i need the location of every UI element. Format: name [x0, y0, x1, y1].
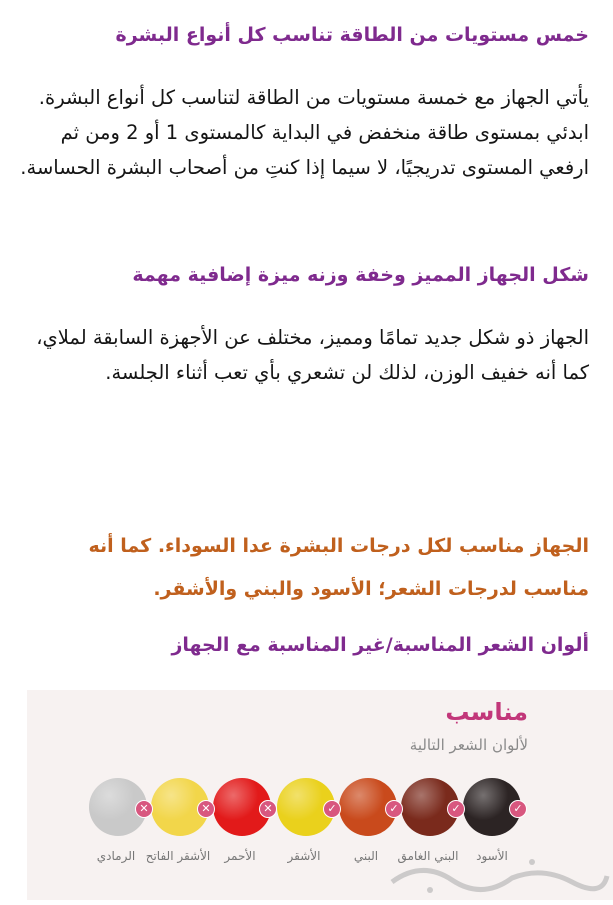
hair-color-label: الأشقر	[287, 849, 321, 863]
skin-tone-notice: الجهاز مناسب لكل درجات البشرة عدا السوداء. كما أنه مناسب لدرجات الشعر؛ الأسود والبني والأشقر.	[88, 535, 589, 600]
hair-color-label: الأحمر	[224, 849, 256, 863]
panel-title: مناسب	[445, 698, 528, 726]
checkmark-icon: ✓	[509, 800, 527, 818]
checkmark-icon: ✓	[447, 800, 465, 818]
site-watermark	[382, 852, 612, 896]
cross-icon: ✕	[259, 800, 277, 818]
hair-color-label: البني	[353, 849, 379, 863]
hair-color-label: الرمادي	[96, 849, 136, 863]
checkmark-icon: ✓	[385, 800, 403, 818]
panel-subtitle: لألوان الشعر التالية	[409, 736, 528, 754]
hair-color-label: البني الغامق	[397, 849, 459, 863]
checkmark-icon: ✓	[323, 800, 341, 818]
paragraph-energy-levels: يأتي الجهاز مع خمسة مستويات من الطاقة لتناسب كل أنواع البشرة. ابدئي بمستوى طاقة منخفض في البداية كالمستوى 1 أو 2 ومن ثم ارفعي المستوى تدريجيًا، لا سيما إذا كنتِ من أصحاب البشرة الحساسة.	[20, 86, 589, 179]
cross-icon: ✕	[135, 800, 153, 818]
paragraph-device-shape: الجهاز ذو شكل جديد تمامًا ومميز، مختلف عن الأجهزة السابقة لملاي، كما أنه خفيف الوزن، لذلك لن تشعري بأي تعب أثناء الجلسة.	[36, 326, 589, 384]
section-heading-hair-colors: ألوان الشعر المناسبة/غير المناسبة مع الجهاز	[171, 634, 589, 656]
section-heading-energy-levels: خمس مستويات من الطاقة تناسب كل أنواع البشرة	[115, 24, 589, 46]
hair-color-label: الأشقر الفاتح	[145, 849, 211, 863]
section-heading-device-shape: شكل الجهاز المميز وخفة وزنه ميزة إضافية مهمة	[132, 264, 589, 286]
watermark-logo-icon	[382, 852, 612, 896]
hair-color-label: الأسود	[476, 849, 508, 863]
cross-icon: ✕	[197, 800, 215, 818]
